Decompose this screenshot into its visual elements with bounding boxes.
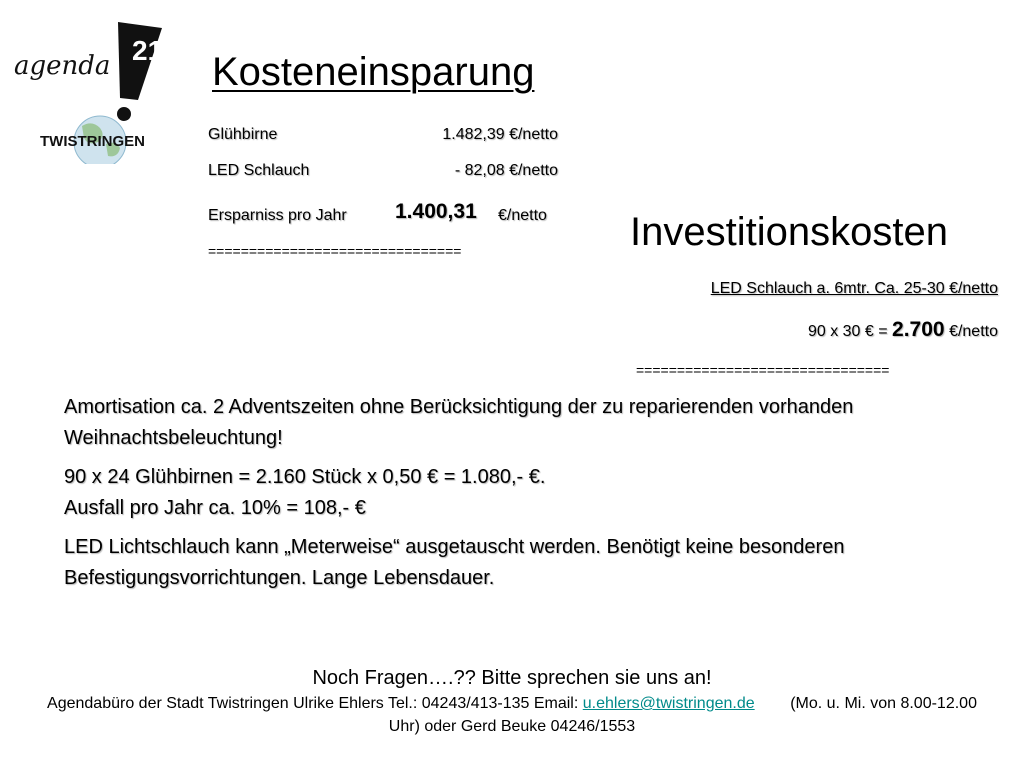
logo-number: 21 xyxy=(132,35,164,66)
footer-question: Noch Fragen….?? Bitte sprechen sie uns an! xyxy=(312,667,712,689)
footer-contact-after: (Mo. u. Mi. von 8.00-12.00 Uhr) oder Gerd Beuke 04246/1553 xyxy=(388,695,982,735)
led-benefits-paragraph: LED Lichtschlauch kann „Meterweise“ ausgetauscht werden. Benötigt keine besonderen Befestigungsvorrichtungen. Lange Lebensdauer. xyxy=(64,536,845,589)
body-text xyxy=(64,392,964,602)
investment-total-unit: €/netto xyxy=(949,323,998,340)
exclamation-dot xyxy=(117,107,131,121)
footer-contact-before: Agendabüro der Stadt Twistringen Ulrike Ehlers Tel.: 04243/413-135 Email: xyxy=(47,695,583,712)
page-title: Kosteneinsparung xyxy=(212,50,535,94)
savings-total-label: Ersparniss pro Jahr xyxy=(208,207,347,224)
savings-value: 1.482,39 €/netto xyxy=(442,126,558,143)
savings-row-led xyxy=(208,162,558,184)
footer xyxy=(0,664,1024,738)
savings-separator-rule: =============================== xyxy=(208,243,462,259)
investment-separator-rule: =============================== xyxy=(636,362,890,378)
logo-town: TWISTRINGEN xyxy=(40,133,145,150)
savings-row-gluehbirne xyxy=(208,126,558,148)
investment-total-amount: 2.700 xyxy=(892,318,945,341)
email-link[interactable]: u.ehlers@twistringen.de xyxy=(582,695,755,712)
calculation-paragraph xyxy=(64,462,964,524)
footer-contact xyxy=(0,692,1024,738)
investment-line-unit-price: LED Schlauch a. 6mtr. Ca. 25-30 €/netto xyxy=(710,280,998,297)
logo-script-text: agenda xyxy=(14,51,111,81)
investment-total-prefix: 90 x 30 € = xyxy=(807,323,888,340)
calculation-line-2: Ausfall pro Jahr ca. 10% = 108,- € xyxy=(64,497,366,519)
savings-label: Glühbirne xyxy=(208,126,278,143)
investment-line-total xyxy=(808,318,998,342)
investment-title: Investitionskosten xyxy=(630,210,948,254)
savings-total-unit: €/netto xyxy=(498,207,547,224)
calculation-line-1: 90 x 24 Glühbirnen = 2.160 Stück x 0,50 € = 1.080,- €. xyxy=(64,466,546,488)
savings-total-amount: 1.400,31 xyxy=(395,200,477,223)
savings-value: - 82,08 €/netto xyxy=(454,162,558,179)
savings-label: LED Schlauch xyxy=(208,162,310,179)
savings-total-row xyxy=(208,200,558,230)
amortisation-paragraph: Amortisation ca. 2 Adventszeiten ohne Berücksichtigung der zu reparierenden vorhanden Weihnachtsbeleuchtung! xyxy=(64,396,854,449)
agenda21-twistringen-logo xyxy=(10,14,170,164)
